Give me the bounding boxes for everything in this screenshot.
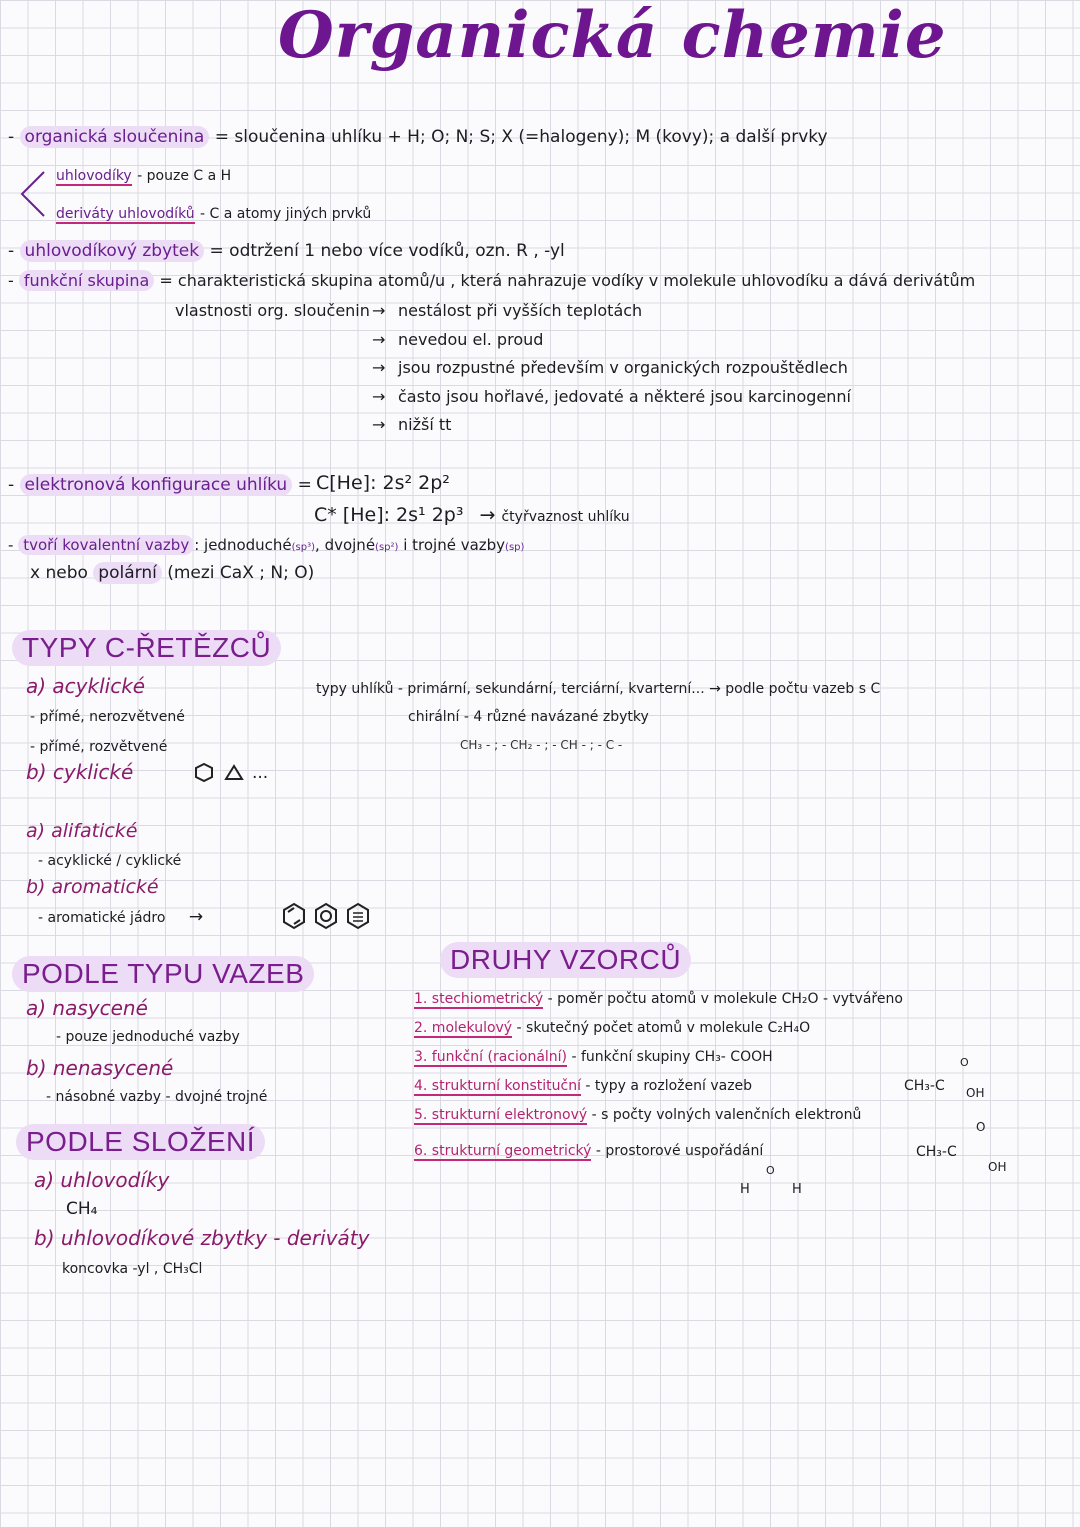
property-text: nestálost při vyšších teplotách (398, 301, 643, 320)
aromatic-text: - aromatické jádro (38, 910, 166, 926)
hybrid-sp2: (sp²) (375, 542, 399, 553)
aromatic: b) aromatické (26, 876, 159, 898)
list-item (372, 300, 851, 329)
list-item (372, 386, 851, 415)
chain-acyclic-1: - přímé, nerozvětvené (30, 709, 185, 725)
carbon-types: typy uhlíků - primární, sekundární, terciární, kvarterní... → podle počtu vazeb s C (316, 681, 881, 697)
bonds-line-2 (30, 562, 314, 584)
water-h1: H (740, 1182, 750, 1197)
property-text: nižší tt (398, 415, 452, 434)
carbon-groups: CH₃ - ; - CH₂ - ; - CH - ; - C - (460, 738, 623, 752)
arrow-icon: → (372, 329, 386, 349)
water-o: O (766, 1164, 775, 1177)
formula-text: - skutečný počet atomů v molekule C₂H₄O (516, 1020, 811, 1036)
arrow-icon: → (372, 301, 386, 320)
aliphatic-1: - acyklické / cyklické (38, 853, 182, 869)
term-hydrocarbons: uhlovodíky (56, 168, 132, 184)
formula-term: 1. stechiometrický (414, 991, 544, 1007)
definition: = sloučenina uhlíku + H; O; N; S; X (=halogeny); M (kovy); a další prvky (214, 127, 828, 147)
property-text: často jsou hořlavé, jedovaté a některé jsou karcinogenní (398, 386, 851, 406)
saturated-1: - pouze jednoduché vazby (56, 1029, 240, 1045)
equals: = (297, 475, 312, 495)
dash: - (8, 127, 15, 147)
section-bond-types: PODLE TYPU VAZEB (12, 956, 314, 992)
cyclic-ellipsis: ... (252, 763, 269, 783)
config-text: C* [He]: 2s¹ 2p³ (314, 504, 464, 526)
section-composition: PODLE SLOŽENÍ (16, 1124, 265, 1160)
bonds-text: x nebo (30, 563, 88, 583)
benzene-rings-icon (282, 902, 378, 930)
section-formula-types: DRUHY VZORCŮ (440, 942, 691, 978)
formula-text: - typy a rozložení vazeb (585, 1078, 753, 1094)
bonds-text: , dvojné (315, 536, 376, 554)
list-item (414, 1075, 903, 1104)
comp-ch4: CH₄ (66, 1199, 98, 1219)
dash: - (8, 475, 15, 495)
unsaturated: b) nenasycené (26, 1056, 174, 1080)
config-c: C[He]: 2s² 2p² (316, 472, 450, 494)
intro-line-2 (8, 240, 565, 262)
formula-text: - s počty volných valenčních elektronů (591, 1107, 862, 1123)
list-item (414, 1017, 903, 1046)
term-polar: polární (93, 562, 162, 584)
aromatic-1 (38, 906, 203, 929)
list-item (414, 1104, 903, 1140)
term-electron-config: elektronová konfigurace uhlíku (20, 474, 293, 496)
list-item (372, 414, 851, 443)
definition: - C a atomy jiných prvků (200, 206, 372, 222)
arrow-icon: → (372, 415, 386, 434)
bonds-text: : jednoduché (194, 536, 292, 554)
acetic-electronic (916, 1144, 957, 1160)
chain-acyclic: a) acyklické (26, 674, 146, 698)
term-covalent-bonds: tvoří kovalentní vazby (18, 535, 194, 555)
dash: - (8, 536, 14, 554)
note: čtyřvaznost uhlíku (501, 509, 630, 525)
config-line (8, 474, 312, 496)
comp-residues: b) uhlovodíkové zbytky - deriváty (34, 1226, 370, 1250)
list-item (414, 1140, 903, 1169)
definition: = odtržení 1 nebo více vodíků, ozn. R , -yl (209, 241, 565, 261)
formula-text: - prostorové uspořádání (595, 1143, 764, 1159)
term-derivatives: deriváty uhlovodíků (56, 206, 195, 222)
formula-text: - poměr počtu atomů v molekule CH₂O - vytvářeno (547, 991, 903, 1007)
unsaturated-1: - násobné vazby - dvojné trojné (46, 1089, 268, 1105)
arrow-icon: → (188, 907, 204, 927)
intro-sub-2 (56, 202, 371, 225)
property-text: nevedou el. proud (398, 329, 544, 349)
chain-cyclic: b) cyklické (26, 760, 134, 784)
page-title: Organická chemie (278, 0, 947, 73)
list-item (372, 357, 851, 386)
acetic-el-oh: OH (988, 1160, 1007, 1174)
config-c-excited (314, 504, 630, 528)
formula-ch3: CH₃-C (904, 1078, 945, 1094)
dash: - (8, 241, 15, 261)
properties-list (372, 300, 851, 443)
formula-term: 5. strukturní elektronový (414, 1107, 588, 1123)
formula-ch3: CH₃-C (916, 1144, 957, 1160)
intro-line-3-cont: vlastnosti org. sloučenin (175, 301, 370, 320)
hybrid-sp3: (sp³) (291, 542, 316, 553)
intro-line-3 (8, 270, 975, 292)
bonds-text: (mezi CaX ; N; O) (167, 563, 315, 583)
formula-term: 6. strukturní geometrický (414, 1143, 592, 1159)
arrow-icon: → (372, 358, 386, 377)
aliphatic: a) alifatické (26, 820, 138, 842)
term-organic-compound: organická sloučenina (20, 126, 210, 148)
definition: = charakteristická skupina atomů/u , která nahrazuje vodíky v molekule uhlovodíku a dává derivátům (159, 271, 976, 290)
bracket-icon (18, 170, 48, 220)
property-text: jsou rozpustné především v organických rozpouštědlech (398, 358, 848, 377)
term-functional-group: funkční skupina (19, 270, 154, 291)
list-item (372, 329, 851, 358)
acetic-o: O (960, 1056, 969, 1069)
formula-term: 3. funkční (racionální) (414, 1049, 568, 1065)
saturated: a) nasycené (26, 996, 148, 1020)
chain-acyclic-2: - přímé, rozvětvené (30, 739, 168, 755)
water-h2: H (792, 1182, 802, 1197)
section-chain-types: TYPY C-ŘETĚZCŮ (12, 630, 281, 666)
bonds-text: i trojné vazby (398, 536, 506, 554)
list-item (414, 988, 903, 1017)
acetic-constitutional (904, 1078, 945, 1094)
acetic-el-o: O (976, 1120, 986, 1134)
formula-text: - funkční skupiny CH₃- COOH (571, 1049, 773, 1065)
intro-line-1 (8, 126, 828, 148)
dash: - (8, 271, 14, 290)
intro-sub-1 (56, 164, 231, 187)
formula-list (414, 988, 903, 1169)
comp-suffix: koncovka -yl , CH₃Cl (62, 1261, 203, 1277)
chiral-note: chirální - 4 různé navázané zbytky (408, 709, 649, 725)
arrow-icon: → (372, 386, 386, 406)
acetic-oh: OH (966, 1086, 985, 1100)
list-item (414, 1046, 903, 1075)
formula-term: 4. strukturní konstituční (414, 1078, 581, 1094)
definition: - pouze C a H (137, 168, 232, 184)
formula-term: 2. molekulový (414, 1020, 513, 1036)
cyclic-shapes-icon (194, 762, 254, 784)
bonds-line (8, 534, 524, 559)
comp-hydrocarbons: a) uhlovodíky (34, 1168, 170, 1192)
term-hydrocarbon-residue: uhlovodíkový zbytek (20, 240, 205, 262)
arrow-icon: → (479, 504, 496, 526)
hybrid-sp: (sp) (505, 542, 525, 553)
